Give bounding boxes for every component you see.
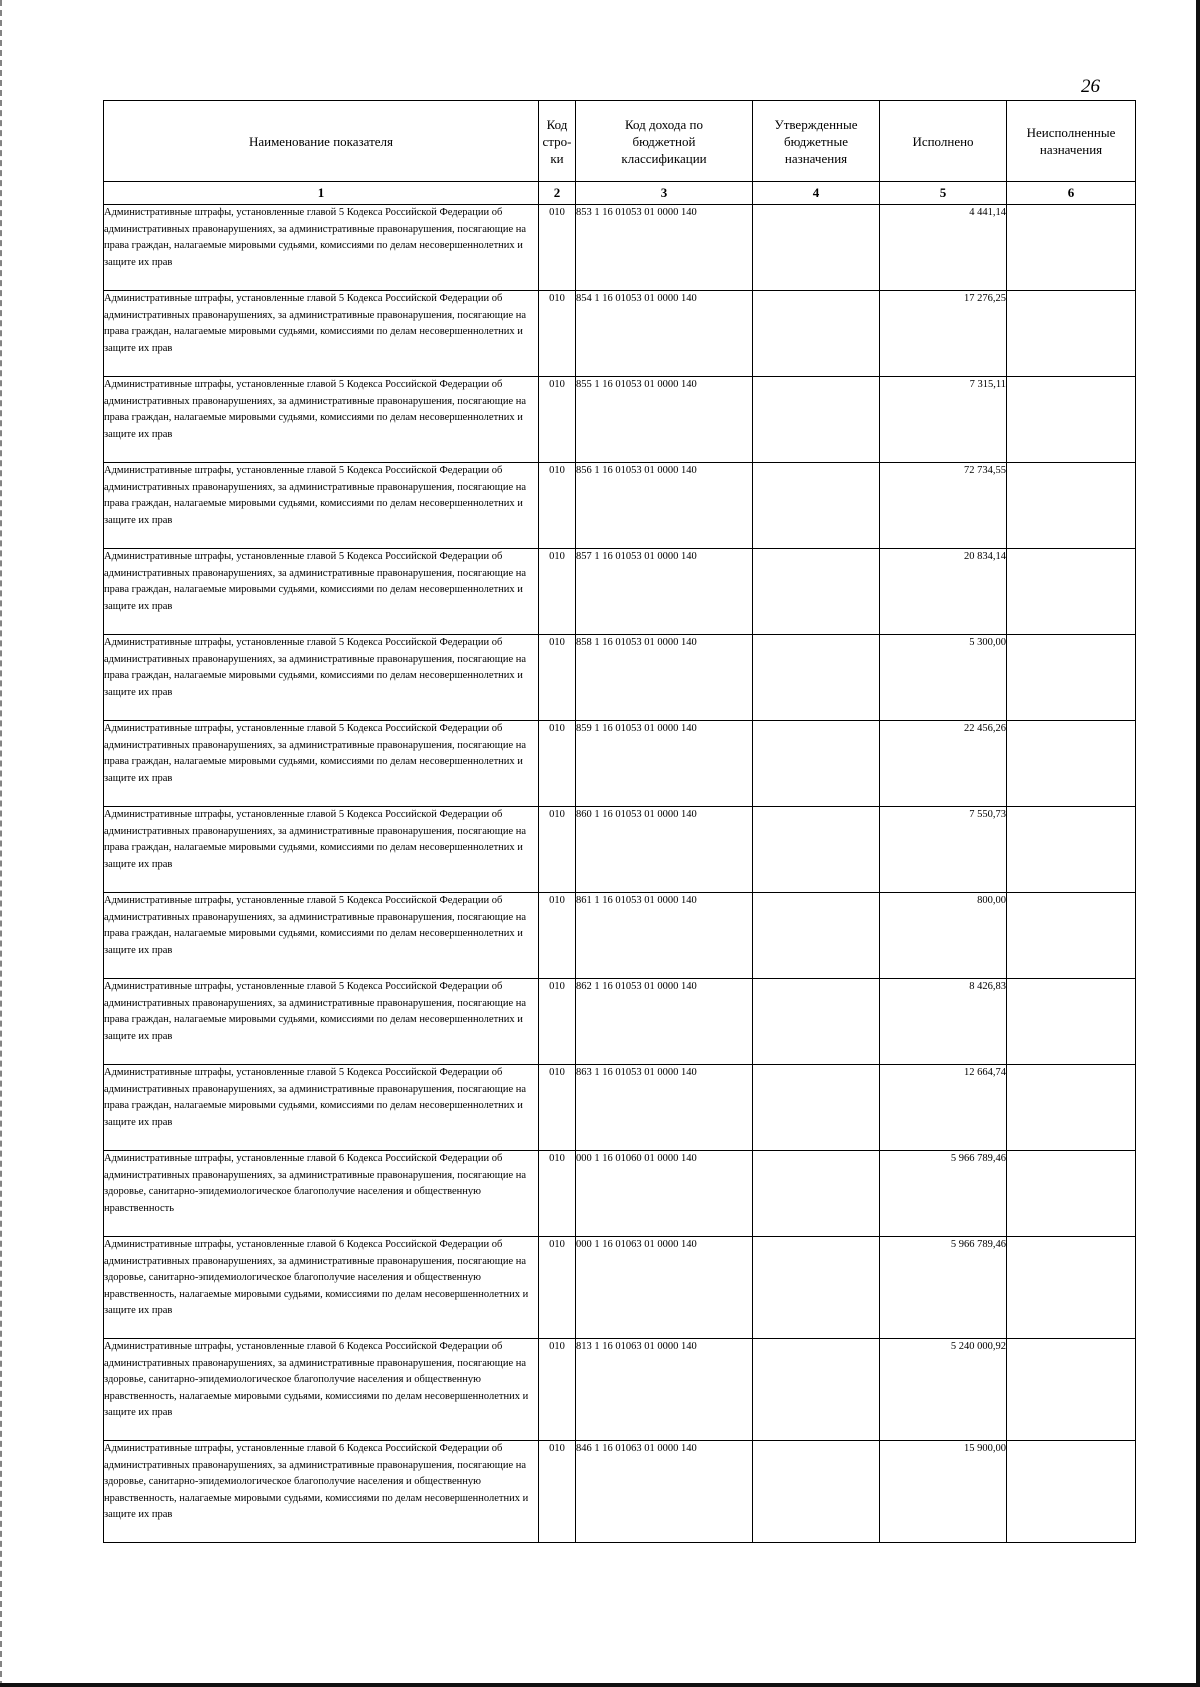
table-row bbox=[104, 1441, 1136, 1543]
row-line-code: 010 bbox=[539, 463, 576, 549]
row-line-code: 010 bbox=[539, 1441, 576, 1543]
scan-bottom-edge bbox=[0, 1683, 1200, 1687]
row-executed: 5 300,00 bbox=[880, 635, 1007, 721]
header-executed: Исполнено bbox=[880, 101, 1007, 182]
row-income-code: 854 1 16 01053 01 0000 140 bbox=[576, 291, 753, 377]
table-row bbox=[104, 205, 1136, 291]
table-row bbox=[104, 1065, 1136, 1151]
row-unexecuted bbox=[1007, 205, 1136, 291]
row-line-code: 010 bbox=[539, 549, 576, 635]
row-line-code: 010 bbox=[539, 635, 576, 721]
row-approved bbox=[753, 979, 880, 1065]
column-number: 3 bbox=[576, 182, 753, 205]
table-row bbox=[104, 893, 1136, 979]
row-name: Административные штрафы, установленные главой 6 Кодекса Российской Федерации об административных правонарушениях, за административные правонарушения, посягающие на здоровье, санитарно-эпидемиологическое благополучие населения и общественную нравственность bbox=[104, 1151, 539, 1237]
row-unexecuted bbox=[1007, 1237, 1136, 1339]
header-approved: Утвержденные бюджетные назначения bbox=[753, 101, 880, 182]
row-unexecuted bbox=[1007, 635, 1136, 721]
row-name: Административные штрафы, установленные главой 5 Кодекса Российской Федерации об административных правонарушениях, за административные правонарушения, посягающие на права граждан, налагаемые мировыми судьями, комиссиями по делам несовершеннолетних и защите их прав bbox=[104, 721, 539, 807]
row-approved bbox=[753, 893, 880, 979]
row-name: Административные штрафы, установленные главой 5 Кодекса Российской Федерации об административных правонарушениях, за административные правонарушения, посягающие на права граждан, налагаемые мировыми судьями, комиссиями по делам несовершеннолетних и защите их прав bbox=[104, 1065, 539, 1151]
row-name: Административные штрафы, установленные главой 5 Кодекса Российской Федерации об административных правонарушениях, за административные правонарушения, посягающие на права граждан, налагаемые мировыми судьями, комиссиями по делам несовершеннолетних и защите их прав bbox=[104, 549, 539, 635]
row-approved bbox=[753, 635, 880, 721]
row-income-code: 860 1 16 01053 01 0000 140 bbox=[576, 807, 753, 893]
row-approved bbox=[753, 463, 880, 549]
row-approved bbox=[753, 1151, 880, 1237]
row-approved bbox=[753, 807, 880, 893]
table-row bbox=[104, 1237, 1136, 1339]
row-name: Административные штрафы, установленные главой 5 Кодекса Российской Федерации об административных правонарушениях, за административные правонарушения, посягающие на права граждан, налагаемые мировыми судьями, комиссиями по делам несовершеннолетних и защите их прав bbox=[104, 807, 539, 893]
row-executed: 12 664,74 bbox=[880, 1065, 1007, 1151]
row-line-code: 010 bbox=[539, 377, 576, 463]
row-executed: 8 426,83 bbox=[880, 979, 1007, 1065]
column-number: 4 bbox=[753, 182, 880, 205]
table-row bbox=[104, 377, 1136, 463]
row-approved bbox=[753, 291, 880, 377]
row-line-code: 010 bbox=[539, 1339, 576, 1441]
row-unexecuted bbox=[1007, 721, 1136, 807]
row-approved bbox=[753, 205, 880, 291]
table-row bbox=[104, 1151, 1136, 1237]
row-executed: 4 441,14 bbox=[880, 205, 1007, 291]
column-number: 5 bbox=[880, 182, 1007, 205]
row-name: Административные штрафы, установленные главой 5 Кодекса Российской Федерации об административных правонарушениях, за административные правонарушения, посягающие на права граждан, налагаемые мировыми судьями, комиссиями по делам несовершеннолетних и защите их прав bbox=[104, 979, 539, 1065]
table-row bbox=[104, 1339, 1136, 1441]
row-executed: 800,00 bbox=[880, 893, 1007, 979]
row-approved bbox=[753, 1339, 880, 1441]
row-executed: 5 966 789,46 bbox=[880, 1151, 1007, 1237]
row-unexecuted bbox=[1007, 549, 1136, 635]
row-name: Административные штрафы, установленные главой 5 Кодекса Российской Федерации об административных правонарушениях, за административные правонарушения, посягающие на права граждан, налагаемые мировыми судьями, комиссиями по делам несовершеннолетних и защите их прав bbox=[104, 635, 539, 721]
row-executed: 5 240 000,92 bbox=[880, 1339, 1007, 1441]
row-unexecuted bbox=[1007, 1151, 1136, 1237]
row-name: Административные штрафы, установленные главой 5 Кодекса Российской Федерации об административных правонарушениях, за административные правонарушения, посягающие на права граждан, налагаемые мировыми судьями, комиссиями по делам несовершеннолетних и защите их прав bbox=[104, 893, 539, 979]
page-number: 26 bbox=[1081, 76, 1100, 97]
row-income-code: 856 1 16 01053 01 0000 140 bbox=[576, 463, 753, 549]
row-unexecuted bbox=[1007, 463, 1136, 549]
row-unexecuted bbox=[1007, 377, 1136, 463]
row-income-code: 000 1 16 01060 01 0000 140 bbox=[576, 1151, 753, 1237]
row-executed: 22 456,26 bbox=[880, 721, 1007, 807]
row-unexecuted bbox=[1007, 979, 1136, 1065]
table-header-row bbox=[104, 101, 1136, 182]
table-row bbox=[104, 549, 1136, 635]
row-income-code: 853 1 16 01053 01 0000 140 bbox=[576, 205, 753, 291]
row-income-code: 858 1 16 01053 01 0000 140 bbox=[576, 635, 753, 721]
scan-left-edge bbox=[0, 0, 3, 1687]
row-executed: 72 734,55 bbox=[880, 463, 1007, 549]
row-unexecuted bbox=[1007, 1065, 1136, 1151]
table-row bbox=[104, 635, 1136, 721]
header-unexecuted: Неисполненные назначения bbox=[1007, 101, 1136, 182]
row-line-code: 010 bbox=[539, 291, 576, 377]
row-income-code: 861 1 16 01053 01 0000 140 bbox=[576, 893, 753, 979]
row-name: Административные штрафы, установленные главой 5 Кодекса Российской Федерации об административных правонарушениях, за административные правонарушения, посягающие на права граждан, налагаемые мировыми судьями, комиссиями по делам несовершеннолетних и защите их прав bbox=[104, 377, 539, 463]
row-income-code: 846 1 16 01063 01 0000 140 bbox=[576, 1441, 753, 1543]
row-unexecuted bbox=[1007, 1339, 1136, 1441]
row-executed: 15 900,00 bbox=[880, 1441, 1007, 1543]
row-income-code: 863 1 16 01053 01 0000 140 bbox=[576, 1065, 753, 1151]
row-income-code: 857 1 16 01053 01 0000 140 bbox=[576, 549, 753, 635]
row-unexecuted bbox=[1007, 1441, 1136, 1543]
table-row bbox=[104, 721, 1136, 807]
column-number: 6 bbox=[1007, 182, 1136, 205]
row-line-code: 010 bbox=[539, 721, 576, 807]
row-approved bbox=[753, 549, 880, 635]
row-name: Административные штрафы, установленные главой 6 Кодекса Российской Федерации об административных правонарушениях, за административные правонарушения, посягающие на здоровье, санитарно-эпидемиологическое благополучие населения и общественную нравственность, налагаемые мировыми судьями, комиссиями по делам несовершеннолетних и защите их прав bbox=[104, 1237, 539, 1339]
column-number: 2 bbox=[539, 182, 576, 205]
scan-right-edge bbox=[1196, 0, 1200, 1687]
row-name: Административные штрафы, установленные главой 6 Кодекса Российской Федерации об административных правонарушениях, за административные правонарушения, посягающие на здоровье, санитарно-эпидемиологическое благополучие населения и общественную нравственность, налагаемые мировыми судьями, комиссиями по делам несовершеннолетних и защите их прав bbox=[104, 1441, 539, 1543]
row-line-code: 010 bbox=[539, 1237, 576, 1339]
row-line-code: 010 bbox=[539, 1065, 576, 1151]
row-executed: 7 315,11 bbox=[880, 377, 1007, 463]
column-number-row bbox=[104, 182, 1136, 205]
row-approved bbox=[753, 1441, 880, 1543]
row-income-code: 000 1 16 01063 01 0000 140 bbox=[576, 1237, 753, 1339]
column-number: 1 bbox=[104, 182, 539, 205]
row-income-code: 862 1 16 01053 01 0000 140 bbox=[576, 979, 753, 1065]
row-approved bbox=[753, 377, 880, 463]
row-income-code: 859 1 16 01053 01 0000 140 bbox=[576, 721, 753, 807]
row-name: Административные штрафы, установленные главой 5 Кодекса Российской Федерации об административных правонарушениях, за административные правонарушения, посягающие на права граждан, налагаемые мировыми судьями, комиссиями по делам несовершеннолетних и защите их прав bbox=[104, 463, 539, 549]
row-name: Административные штрафы, установленные главой 5 Кодекса Российской Федерации об административных правонарушениях, за административные правонарушения, посягающие на права граждан, налагаемые мировыми судьями, комиссиями по делам несовершеннолетних и защите их прав bbox=[104, 291, 539, 377]
table-row bbox=[104, 463, 1136, 549]
row-line-code: 010 bbox=[539, 807, 576, 893]
row-name: Административные штрафы, установленные главой 5 Кодекса Российской Федерации об административных правонарушениях, за административные правонарушения, посягающие на права граждан, налагаемые мировыми судьями, комиссиями по делам несовершеннолетних и защите их прав bbox=[104, 205, 539, 291]
table-row bbox=[104, 291, 1136, 377]
row-executed: 5 966 789,46 bbox=[880, 1237, 1007, 1339]
row-line-code: 010 bbox=[539, 979, 576, 1065]
table-row bbox=[104, 979, 1136, 1065]
row-approved bbox=[753, 1237, 880, 1339]
row-executed: 17 276,25 bbox=[880, 291, 1007, 377]
row-executed: 7 550,73 bbox=[880, 807, 1007, 893]
header-line-code: Код стро-ки bbox=[539, 101, 576, 182]
row-unexecuted bbox=[1007, 893, 1136, 979]
row-unexecuted bbox=[1007, 291, 1136, 377]
row-line-code: 010 bbox=[539, 1151, 576, 1237]
row-unexecuted bbox=[1007, 807, 1136, 893]
header-name: Наименование показателя bbox=[104, 101, 539, 182]
table-row bbox=[104, 807, 1136, 893]
row-line-code: 010 bbox=[539, 893, 576, 979]
row-line-code: 010 bbox=[539, 205, 576, 291]
row-income-code: 813 1 16 01063 01 0000 140 bbox=[576, 1339, 753, 1441]
header-income-code: Код дохода по бюджетной классификации bbox=[576, 101, 753, 182]
budget-report-table bbox=[103, 100, 1136, 1543]
row-income-code: 855 1 16 01053 01 0000 140 bbox=[576, 377, 753, 463]
table-body bbox=[104, 205, 1136, 1543]
row-executed: 20 834,14 bbox=[880, 549, 1007, 635]
row-name: Административные штрафы, установленные главой 6 Кодекса Российской Федерации об административных правонарушениях, за административные правонарушения, посягающие на здоровье, санитарно-эпидемиологическое благополучие населения и общественную нравственность, налагаемые мировыми судьями, комиссиями по делам несовершеннолетних и защите их прав bbox=[104, 1339, 539, 1441]
row-approved bbox=[753, 1065, 880, 1151]
row-approved bbox=[753, 721, 880, 807]
